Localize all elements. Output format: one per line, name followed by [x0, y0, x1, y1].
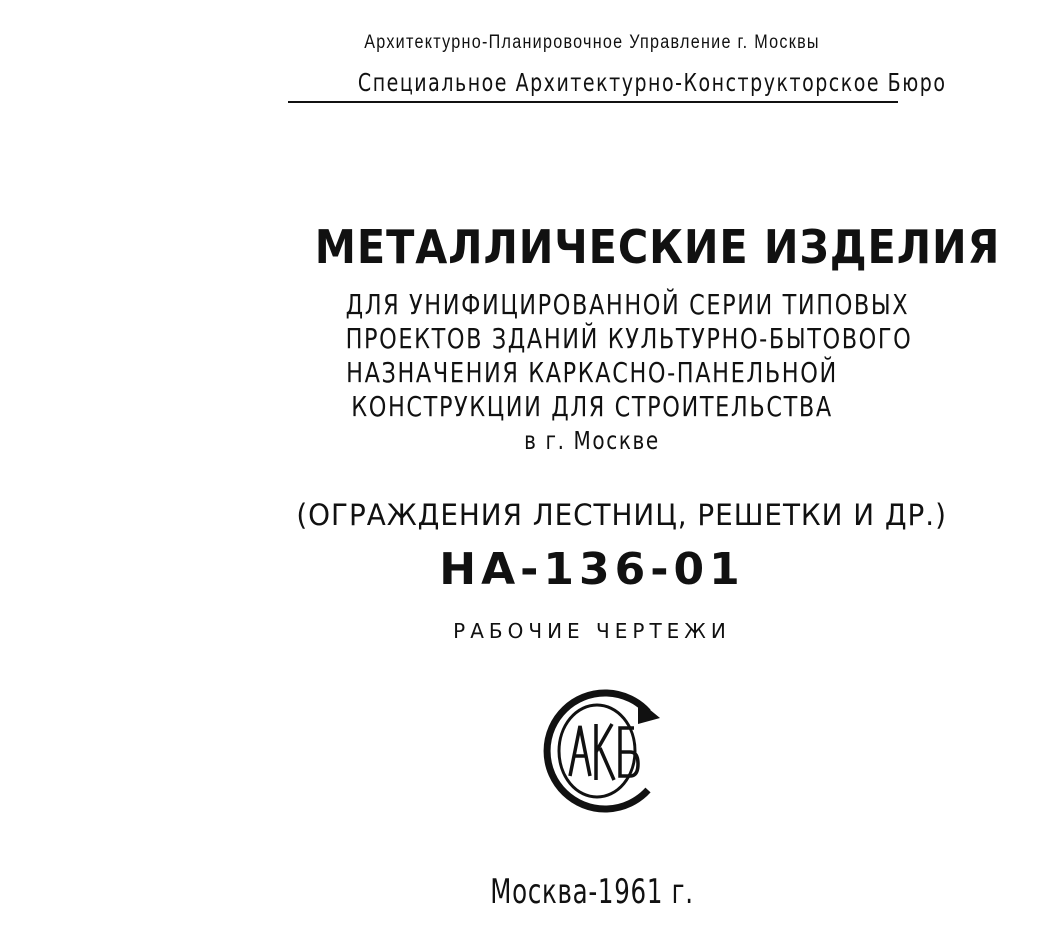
- sakb-emblem-icon: [530, 684, 664, 818]
- subtitle-line-1: ДЛЯ УНИФИЦИРОВАННОЙ СЕРИИ ТИПОВЫХ: [345, 288, 910, 321]
- drawing-type: РАБОЧИЕ ЧЕРТЕЖИ: [453, 619, 731, 643]
- subtitle-line-5: в г. Москве: [524, 426, 660, 455]
- document-title: МЕТАЛЛИЧЕСКИЕ ИЗДЕЛИЯ: [314, 220, 1001, 274]
- series-code: НА-136-01: [439, 544, 745, 595]
- organization-line-1: Архитектурно-Планировочное Управление г. Москвы: [364, 32, 820, 53]
- subtitle-line-3: НАЗНАЧЕНИЯ КАРКАСНО-ПАНЕЛЬНОЙ: [346, 356, 838, 389]
- subtitle-line-2: ПРОЕКТОВ ЗДАНИЙ КУЛЬТУРНО-БЫТОВОГО: [345, 322, 913, 355]
- organization-line-2: Специальное Архитектурно-Конструкторское Бюро: [357, 68, 947, 97]
- subtitle-line-4: КОНСТРУКЦИИ ДЛЯ СТРОИТЕЛЬСТВА: [351, 390, 833, 423]
- document-parenthetical: (ОГРАЖДЕНИЯ ЛЕСТНИЦ, РЕШЕТКИ И ДР.): [296, 498, 947, 532]
- organization-underline: [288, 101, 898, 103]
- document-subtitle: [345, 288, 913, 458]
- city-year: Москва-1961 г.: [490, 872, 694, 912]
